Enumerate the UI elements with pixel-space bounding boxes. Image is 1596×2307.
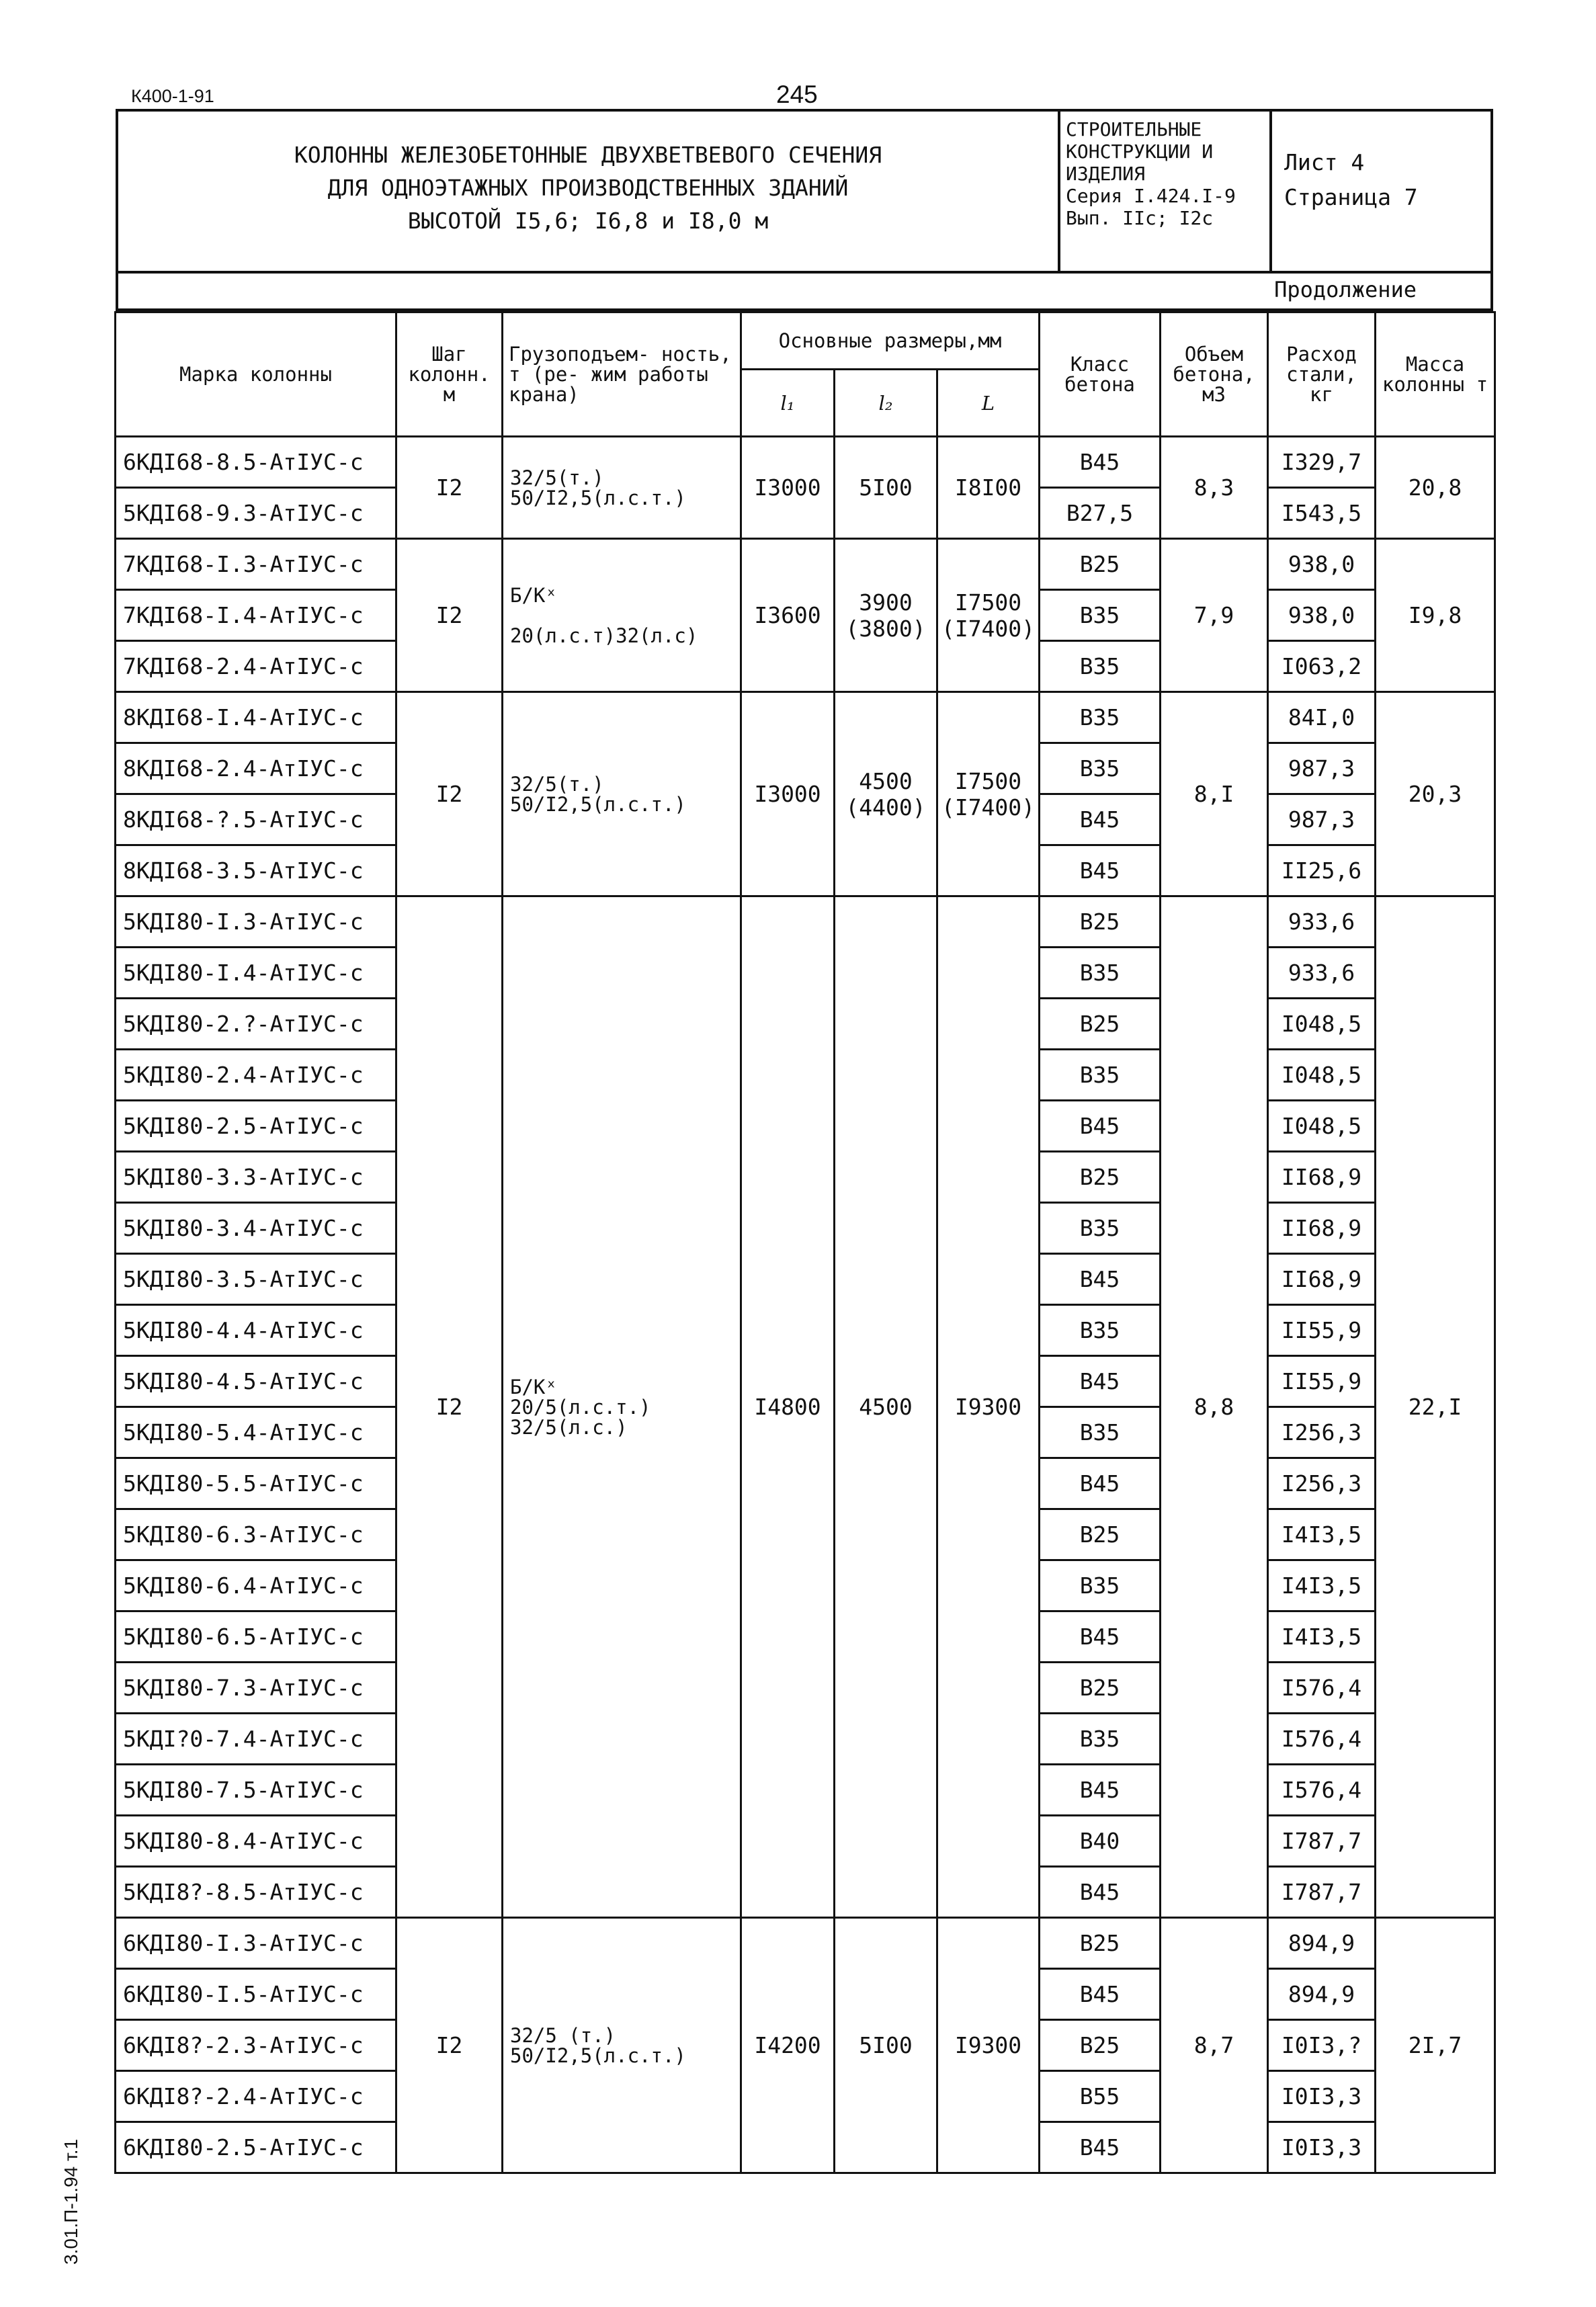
- column-mass: 22,I: [1376, 896, 1495, 1918]
- crane-capacity: Б/Кˣ 20/5(л.с.т.) 32/5(л.с.): [503, 896, 741, 1918]
- column-mark: 8КДI68-I.4-АтIУС-с: [116, 692, 396, 743]
- dimension-l1: I3000: [741, 437, 835, 539]
- column-mark: 5КДI80-6.4-АтIУС-с: [116, 1560, 396, 1611]
- dimension-l1: I4800: [741, 896, 835, 1918]
- concrete-class: В35: [1040, 692, 1161, 743]
- crane-capacity: 32/5(т.) 50/I2,5(л.с.т.): [503, 437, 741, 539]
- concrete-class: В25: [1040, 896, 1161, 948]
- columns-table: [114, 311, 1496, 2174]
- header-dimensions: Основные размеры,мм: [741, 312, 1040, 370]
- concrete-class: В45: [1040, 437, 1161, 488]
- header-mass: Масса колонны т: [1376, 312, 1495, 437]
- column-mark: 5КДI80-4.5-АтIУС-с: [116, 1356, 396, 1407]
- column-mark: 6КДI68-8.5-АтIУС-с: [116, 437, 396, 488]
- steel-consumption: I256,3: [1268, 1458, 1376, 1509]
- steel-consumption: II68,9: [1268, 1152, 1376, 1203]
- concrete-class: В45: [1040, 794, 1161, 845]
- column-mark: 7КДI68-I.4-АтIУС-с: [116, 590, 396, 641]
- dimension-l2: 5I00: [835, 437, 937, 539]
- column-mark: 8КДI68-3.5-АтIУС-с: [116, 845, 396, 896]
- steel-consumption: 938,0: [1268, 590, 1376, 641]
- title-line: ДЛЯ ОДНОЭТАЖНЫХ ПРОИЗВОДСТВЕННЫХ ЗДАНИЙ: [327, 175, 849, 201]
- column-mass: 20,8: [1376, 437, 1495, 539]
- column-mark: 5КДI80-2.5-АтIУС-с: [116, 1101, 396, 1152]
- header-L: L: [937, 370, 1040, 437]
- column-mark: 5КДI80-3.3-АтIУС-с: [116, 1152, 396, 1203]
- column-step: I2: [396, 692, 503, 896]
- header-concrete: Класс бетона: [1040, 312, 1161, 437]
- dimension-L: I8I00: [937, 437, 1040, 539]
- concrete-class: В25: [1040, 1918, 1161, 1969]
- concrete-class: В25: [1040, 2020, 1161, 2071]
- steel-consumption: I4I3,5: [1268, 1509, 1376, 1560]
- steel-consumption: I063,2: [1268, 641, 1376, 692]
- header-step: Шаг колонн. м: [396, 312, 503, 437]
- steel-consumption: 987,3: [1268, 794, 1376, 845]
- crane-capacity: 32/5 (т.) 50/I2,5(л.с.т.): [503, 1918, 741, 2173]
- column-mass: 2I,7: [1376, 1918, 1495, 2173]
- steel-consumption: II55,9: [1268, 1356, 1376, 1407]
- title-line: КОЛОННЫ ЖЕЛЕЗОБЕТОННЫЕ ДВУХВЕТВЕВОГО СЕЧЕНИЯ: [294, 142, 882, 168]
- concrete-class: В45: [1040, 845, 1161, 896]
- dimension-L: I9300: [937, 1918, 1040, 2173]
- series-line: СТРОИТЕЛЬНЫЕ: [1066, 118, 1202, 140]
- table-body: [116, 437, 1495, 2173]
- table-row: [116, 437, 1495, 488]
- steel-consumption: 987,3: [1268, 743, 1376, 794]
- concrete-class: В45: [1040, 1765, 1161, 1816]
- column-step: I2: [396, 1918, 503, 2173]
- column-mass: I9,8: [1376, 539, 1495, 692]
- steel-consumption: I048,5: [1268, 1101, 1376, 1152]
- steel-consumption: I4I3,5: [1268, 1560, 1376, 1611]
- concrete-class: В40: [1040, 1816, 1161, 1867]
- concrete-class: В25: [1040, 539, 1161, 590]
- concrete-volume: 8,8: [1161, 896, 1268, 1918]
- document-code: К400-1-91: [131, 86, 214, 106]
- column-step: I2: [396, 896, 503, 1918]
- side-stamp: [60, 2043, 87, 2265]
- continuation-row: [116, 274, 1493, 311]
- concrete-class: В45: [1040, 1867, 1161, 1918]
- steel-consumption: I048,5: [1268, 999, 1376, 1050]
- series-line: Вып. IIc; I2c: [1066, 207, 1214, 229]
- steel-consumption: II68,9: [1268, 1203, 1376, 1254]
- dimension-l1: I4200: [741, 1918, 835, 2173]
- column-mark: 8КДI68-2.4-АтIУС-с: [116, 743, 396, 794]
- steel-consumption: I0I3,3: [1268, 2071, 1376, 2122]
- concrete-class: В45: [1040, 1356, 1161, 1407]
- sheet-line: Страница 7: [1284, 184, 1418, 210]
- concrete-class: В45: [1040, 1458, 1161, 1509]
- concrete-class: В35: [1040, 1407, 1161, 1458]
- column-mark: 6КДI8?-2.4-АтIУС-с: [116, 2071, 396, 2122]
- concrete-class: В35: [1040, 1203, 1161, 1254]
- steel-consumption: II68,9: [1268, 1254, 1376, 1305]
- document-title: [118, 138, 1058, 237]
- steel-consumption: 938,0: [1268, 539, 1376, 590]
- concrete-class: В45: [1040, 1254, 1161, 1305]
- crane-capacity: 32/5(т.) 50/I2,5(л.с.т.): [503, 692, 741, 896]
- column-mark: 5КДI80-2.?-АтIУС-с: [116, 999, 396, 1050]
- steel-consumption: II55,9: [1268, 1305, 1376, 1356]
- column-mark: 6КДI8?-2.3-АтIУС-с: [116, 2020, 396, 2071]
- table-row: [116, 539, 1495, 590]
- column-mark: 6КДI80-2.5-АтIУС-с: [116, 2122, 396, 2173]
- steel-consumption: 933,6: [1268, 896, 1376, 948]
- steel-consumption: 933,6: [1268, 948, 1376, 999]
- concrete-class: В25: [1040, 999, 1161, 1050]
- concrete-class: В35: [1040, 1714, 1161, 1765]
- concrete-class: В45: [1040, 1969, 1161, 2020]
- series-line: КОНСТРУКЦИИ И: [1066, 140, 1214, 163]
- series-info: [1066, 118, 1236, 229]
- header-volume: Объем бетона, м3: [1161, 312, 1268, 437]
- concrete-class: В35: [1040, 590, 1161, 641]
- header-crane: Грузоподъем- ность, т (ре- жим работы крана): [503, 312, 741, 437]
- dimension-L: I7500 (I7400): [937, 692, 1040, 896]
- column-mark: 5КДI80-7.5-АтIУС-с: [116, 1765, 396, 1816]
- steel-consumption: 894,9: [1268, 1918, 1376, 1969]
- steel-consumption: I256,3: [1268, 1407, 1376, 1458]
- steel-consumption: I4I3,5: [1268, 1611, 1376, 1663]
- side-stamp-text: 3.01.П-1.94 т.1: [60, 2138, 81, 2265]
- column-step: I2: [396, 539, 503, 692]
- dimension-l1: I3600: [741, 539, 835, 692]
- column-mark: 7КДI68-I.3-АтIУС-с: [116, 539, 396, 590]
- concrete-class: В35: [1040, 641, 1161, 692]
- dimension-L: I7500 (I7400): [937, 539, 1040, 692]
- title-divider: [1269, 112, 1272, 274]
- steel-consumption: I576,4: [1268, 1765, 1376, 1816]
- header-steel: Расход стали, кг: [1268, 312, 1376, 437]
- dimension-L: I9300: [937, 896, 1040, 1918]
- column-mark: 7КДI68-2.4-АтIУС-с: [116, 641, 396, 692]
- column-mark: 5КДI?0-7.4-АтIУС-с: [116, 1714, 396, 1765]
- dimension-l2: 5I00: [835, 1918, 937, 2173]
- dimension-l2: 4500 (4400): [835, 692, 937, 896]
- title-line: ВЫСОТОЙ I5,6; I6,8 и I8,0 м: [407, 208, 769, 234]
- steel-consumption: I0I3,?: [1268, 2020, 1376, 2071]
- concrete-class: В35: [1040, 1305, 1161, 1356]
- concrete-class: В27,5: [1040, 488, 1161, 539]
- page-number: 245: [776, 81, 818, 108]
- column-mark: 6КДI80-I.3-АтIУС-с: [116, 1918, 396, 1969]
- column-mark: 6КДI80-I.5-АтIУС-с: [116, 1969, 396, 2020]
- concrete-volume: 8,I: [1161, 692, 1268, 896]
- dimension-l2: 4500: [835, 896, 937, 1918]
- header-l1: l₁: [741, 370, 835, 437]
- dimension-l1: I3000: [741, 692, 835, 896]
- steel-consumption: 894,9: [1268, 1969, 1376, 2020]
- column-mark: 5КДI8?-8.5-АтIУС-с: [116, 1867, 396, 1918]
- column-mass: 20,3: [1376, 692, 1495, 896]
- steel-consumption: I787,7: [1268, 1816, 1376, 1867]
- steel-consumption: II25,6: [1268, 845, 1376, 896]
- concrete-class: В25: [1040, 1663, 1161, 1714]
- concrete-class: В25: [1040, 1152, 1161, 1203]
- steel-consumption: I576,4: [1268, 1714, 1376, 1765]
- concrete-class: В35: [1040, 743, 1161, 794]
- column-mark: 5КДI80-6.5-АтIУС-с: [116, 1611, 396, 1663]
- column-mark: 5КДI68-9.3-АтIУС-с: [116, 488, 396, 539]
- steel-consumption: I787,7: [1268, 1867, 1376, 1918]
- concrete-class: В25: [1040, 1509, 1161, 1560]
- series-line: ИЗДЕЛИЯ: [1066, 163, 1146, 185]
- sheet-info: [1284, 145, 1418, 215]
- title-divider: [1058, 112, 1060, 274]
- table-row: [116, 692, 1495, 743]
- concrete-class: В55: [1040, 2071, 1161, 2122]
- concrete-class: В45: [1040, 2122, 1161, 2173]
- crane-capacity: Б/Кˣ 20(л.с.т)32(л.с): [503, 539, 741, 692]
- column-mark: 5КДI80-5.5-АтIУС-с: [116, 1458, 396, 1509]
- steel-consumption: I0I3,3: [1268, 2122, 1376, 2173]
- column-mark: 5КДI80-I.3-АтIУС-с: [116, 896, 396, 948]
- sheet-line: Лист 4: [1284, 149, 1365, 175]
- concrete-volume: 7,9: [1161, 539, 1268, 692]
- header-mark: Марка колонны: [116, 312, 396, 437]
- column-mark: 5КДI80-7.3-АтIУС-с: [116, 1663, 396, 1714]
- concrete-class: В35: [1040, 948, 1161, 999]
- steel-consumption: I576,4: [1268, 1663, 1376, 1714]
- column-mark: 5КДI80-3.4-АтIУС-с: [116, 1203, 396, 1254]
- column-mark: 5КДI80-2.4-АтIУС-с: [116, 1050, 396, 1101]
- steel-consumption: I329,7: [1268, 437, 1376, 488]
- column-mark: 5КДI80-4.4-АтIУС-с: [116, 1305, 396, 1356]
- concrete-class: В35: [1040, 1560, 1161, 1611]
- concrete-volume: 8,7: [1161, 1918, 1268, 2173]
- column-mark: 8КДI68-?.5-АтIУС-с: [116, 794, 396, 845]
- title-block: [116, 109, 1493, 274]
- header-l2: l₂: [835, 370, 937, 437]
- column-mark: 5КДI80-3.5-АтIУС-с: [116, 1254, 396, 1305]
- continuation-label: Продолжение: [1274, 277, 1417, 302]
- table-row: [116, 1918, 1495, 1969]
- column-mark: 5КДI80-I.4-АтIУС-с: [116, 948, 396, 999]
- steel-consumption: I543,5: [1268, 488, 1376, 539]
- table-row: [116, 896, 1495, 948]
- series-line: Серия I.424.I-9: [1066, 185, 1236, 207]
- column-mark: 5КДI80-5.4-АтIУС-с: [116, 1407, 396, 1458]
- concrete-volume: 8,3: [1161, 437, 1268, 539]
- steel-consumption: 84I,0: [1268, 692, 1376, 743]
- concrete-class: В45: [1040, 1101, 1161, 1152]
- dimension-l2: 3900 (3800): [835, 539, 937, 692]
- steel-consumption: I048,5: [1268, 1050, 1376, 1101]
- concrete-class: В45: [1040, 1611, 1161, 1663]
- column-mark: 5КДI80-8.4-АтIУС-с: [116, 1816, 396, 1867]
- concrete-class: В35: [1040, 1050, 1161, 1101]
- column-step: I2: [396, 437, 503, 539]
- column-mark: 5КДI80-6.3-АтIУС-с: [116, 1509, 396, 1560]
